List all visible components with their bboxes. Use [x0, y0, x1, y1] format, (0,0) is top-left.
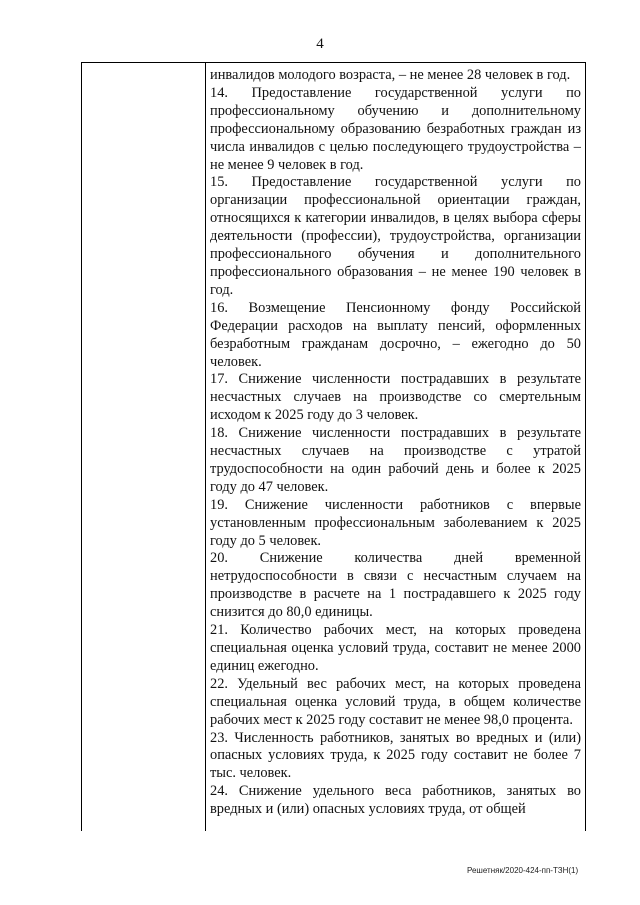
indicators-table: [81, 62, 586, 831]
paragraph: 15. Предоставление государственной услуги по организации профессиональной ориентации граждан, относящихся к категории инвалидов, в целях выбора сферы деятельности (профессии), трудоустройства, организации профессионального обучения и дополнительного профессионального образования – не менее 190 человек в год.: [210, 174, 581, 298]
paragraph: 24. Снижение удельного веса работников, занятых во вредных и (или) опасных условиях труда, от общей: [210, 783, 581, 818]
page-number: 4: [316, 36, 324, 52]
document-footer-code: Решетняк/2020-424-пп-ТЗН(1): [467, 866, 579, 875]
paragraph: 18. Снижение численности пострадавших в результате несчастных случаев на производстве с утратой трудоспособности на один рабочий день и более к 2025 году до 47 человек.: [210, 425, 581, 495]
table-left-column: [82, 63, 206, 831]
paragraph: 16. Возмещение Пенсионному фонду Российской Федерации расходов на выплату пенсий, оформленных безработным гражданам досрочно, – ежегодно до 50 человек.: [210, 299, 581, 370]
paragraph: инвалидов молодого возраста, – не менее 28 человек в год.: [210, 67, 571, 83]
paragraph: 23. Численность работников, занятых во вредных и (или) опасных условиях труда, к 2025 году составит не более 7 тыс. человек.: [210, 729, 581, 782]
paragraph: 20. Снижение количества дней временной нетрудоспособности в связи с несчастным случаем на производстве в расчете на 1 пострадавшего к 2025 году снизится до 80,0 единицы.: [210, 550, 581, 621]
paragraph: 19. Снижение численности работников с впервые установленным профессиональным заболеванием к 2025 году до 5 человек.: [210, 496, 581, 549]
paragraph: 21. Количество рабочих мест, на которых проведена специальная оценка условий труда, составит не менее 2000 единиц ежегодно.: [210, 622, 581, 674]
paragraph: 22. Удельный вес рабочих мест, на которых проведена специальная оценка условий труда, в общем количестве рабочих мест к 2025 году составит не менее 98,0 процента.: [210, 675, 581, 728]
paragraph: 17. Снижение численности пострадавших в результате несчастных случаев на производстве со смертельным исходом к 2025 году до 3 человек.: [210, 371, 581, 424]
table-right-column: [206, 63, 585, 831]
paragraph: 14. Предоставление государственной услуги по профессиональному обучению и дополнительному профессиональному образованию безработных граждан из числа инвалидов с целью последующего трудоустройства – не менее 9 человек в год.: [210, 84, 581, 173]
